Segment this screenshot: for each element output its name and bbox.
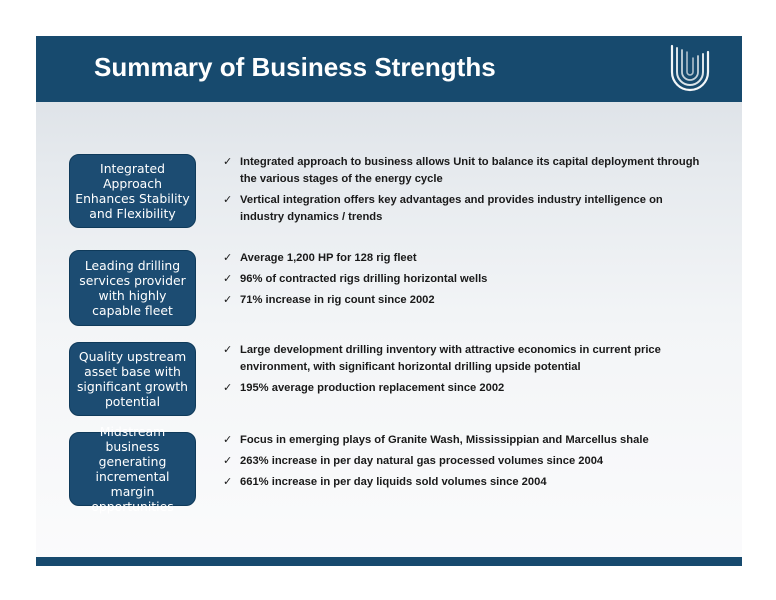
section-label: Leading drilling services provider with highly capable fleet — [69, 250, 196, 326]
bullet-list — [223, 154, 703, 230]
check-icon: ✓ — [223, 476, 233, 488]
check-icon: ✓ — [223, 344, 233, 356]
bullet-item: ✓ Large development drilling inventory with attractive economics in current price environment, with significant horizontal drilling upside potential — [223, 344, 661, 373]
check-icon: ✓ — [223, 156, 233, 168]
page-title: Summary of Business Strengths — [94, 52, 496, 82]
check-icon: ✓ — [223, 434, 233, 446]
slide — [36, 36, 742, 566]
bullet-item: ✓ 96% of contracted rigs drilling horizontal wells — [223, 271, 703, 288]
bullet-item: ✓ 263% increase in per day natural gas processed volumes since 2004 — [223, 453, 703, 470]
bullet-item: ✓ 661% increase in per day liquids sold volumes since 2004 — [223, 474, 703, 491]
bullet-item: ✓ 195% average production replacement since 2002 — [223, 380, 703, 397]
section-label: Quality upstream asset base with significant growth potential — [69, 342, 196, 416]
bullet-item: ✓ Vertical integration offers key advantages and provides industry intelligence on industry dynamics / trends — [223, 194, 663, 223]
bullet-list — [223, 250, 703, 313]
check-icon: ✓ — [223, 273, 233, 285]
header-bar — [36, 36, 742, 102]
check-icon: ✓ — [223, 455, 233, 467]
bullet-item: ✓ Focus in emerging plays of Granite Wash, Mississippian and Marcellus shale — [223, 432, 703, 449]
section-label: Midstream business generating incremental margin opportunities — [69, 432, 196, 506]
check-icon: ✓ — [223, 294, 233, 306]
check-icon: ✓ — [223, 382, 233, 394]
check-icon: ✓ — [223, 194, 233, 206]
section-label: Integrated Approach Enhances Stability and Flexibility — [69, 154, 196, 228]
check-icon: ✓ — [223, 252, 233, 264]
bullet-item: ✓ Average 1,200 HP for 128 rig fleet — [223, 250, 703, 267]
bullet-item: ✓ Integrated approach to business allows Unit to balance its capital deployment through the various stages of the energy cycle — [223, 156, 700, 185]
bullet-list — [223, 432, 703, 495]
company-logo-icon — [666, 42, 714, 96]
bullet-list — [223, 342, 703, 401]
footer-bar — [36, 557, 742, 566]
bullet-item: ✓ 71% increase in rig count since 2002 — [223, 292, 703, 309]
